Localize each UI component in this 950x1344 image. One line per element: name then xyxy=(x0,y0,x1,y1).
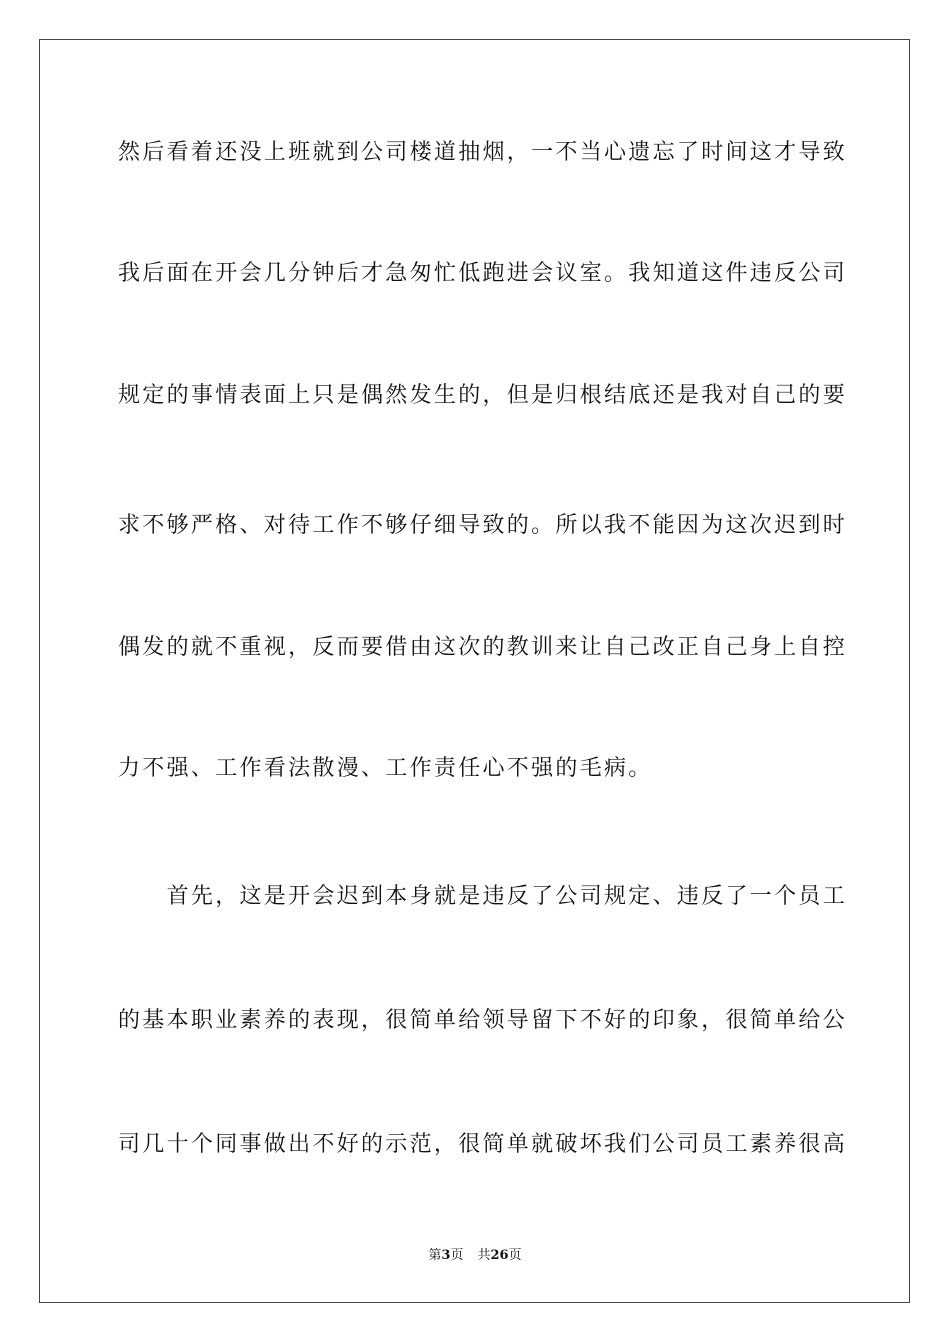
text-line-2: 我后面在开会几分钟后才急匆忙低跑进会议室。我知道这件违反公司 xyxy=(118,261,848,286)
page-footer xyxy=(0,1248,950,1264)
total-prefix: 共 xyxy=(477,1248,491,1263)
text-line-3: 规定的事情表面上只是偶然发生的，但是归根结底还是我对自己的要 xyxy=(118,383,848,408)
total-suffix: 页 xyxy=(508,1248,522,1263)
page-number: 3 xyxy=(441,1248,451,1263)
text-line-7: 首先，这是开会迟到本身就是违反了公司规定、违反了一个员工 xyxy=(118,884,848,909)
page-suffix: 页 xyxy=(450,1248,464,1263)
total-pages: 26 xyxy=(490,1248,509,1263)
text-line-4: 求不够严格、对待工作不够仔细导致的。所以我不能因为这次迟到时 xyxy=(118,513,848,538)
text-line-1: 然后看着还没上班就到公司楼道抽烟，一不当心遗忘了时间这才导致 xyxy=(118,140,848,165)
text-line-6: 力不强、工作看法散漫、工作责任心不强的毛病。 xyxy=(118,756,653,781)
text-line-8: 的基本职业素养的表现，很简单给领导留下不好的印象，很简单给公 xyxy=(118,1008,848,1033)
page-border xyxy=(39,39,910,1303)
text-line-5: 偶发的就不重视，反而要借由这次的教训来让自己改正自己身上自控 xyxy=(118,635,848,660)
page-prefix: 第 xyxy=(428,1248,442,1263)
text-line-9: 司几十个同事做出不好的示范，很简单就破坏我们公司员工素养很高 xyxy=(118,1132,848,1157)
